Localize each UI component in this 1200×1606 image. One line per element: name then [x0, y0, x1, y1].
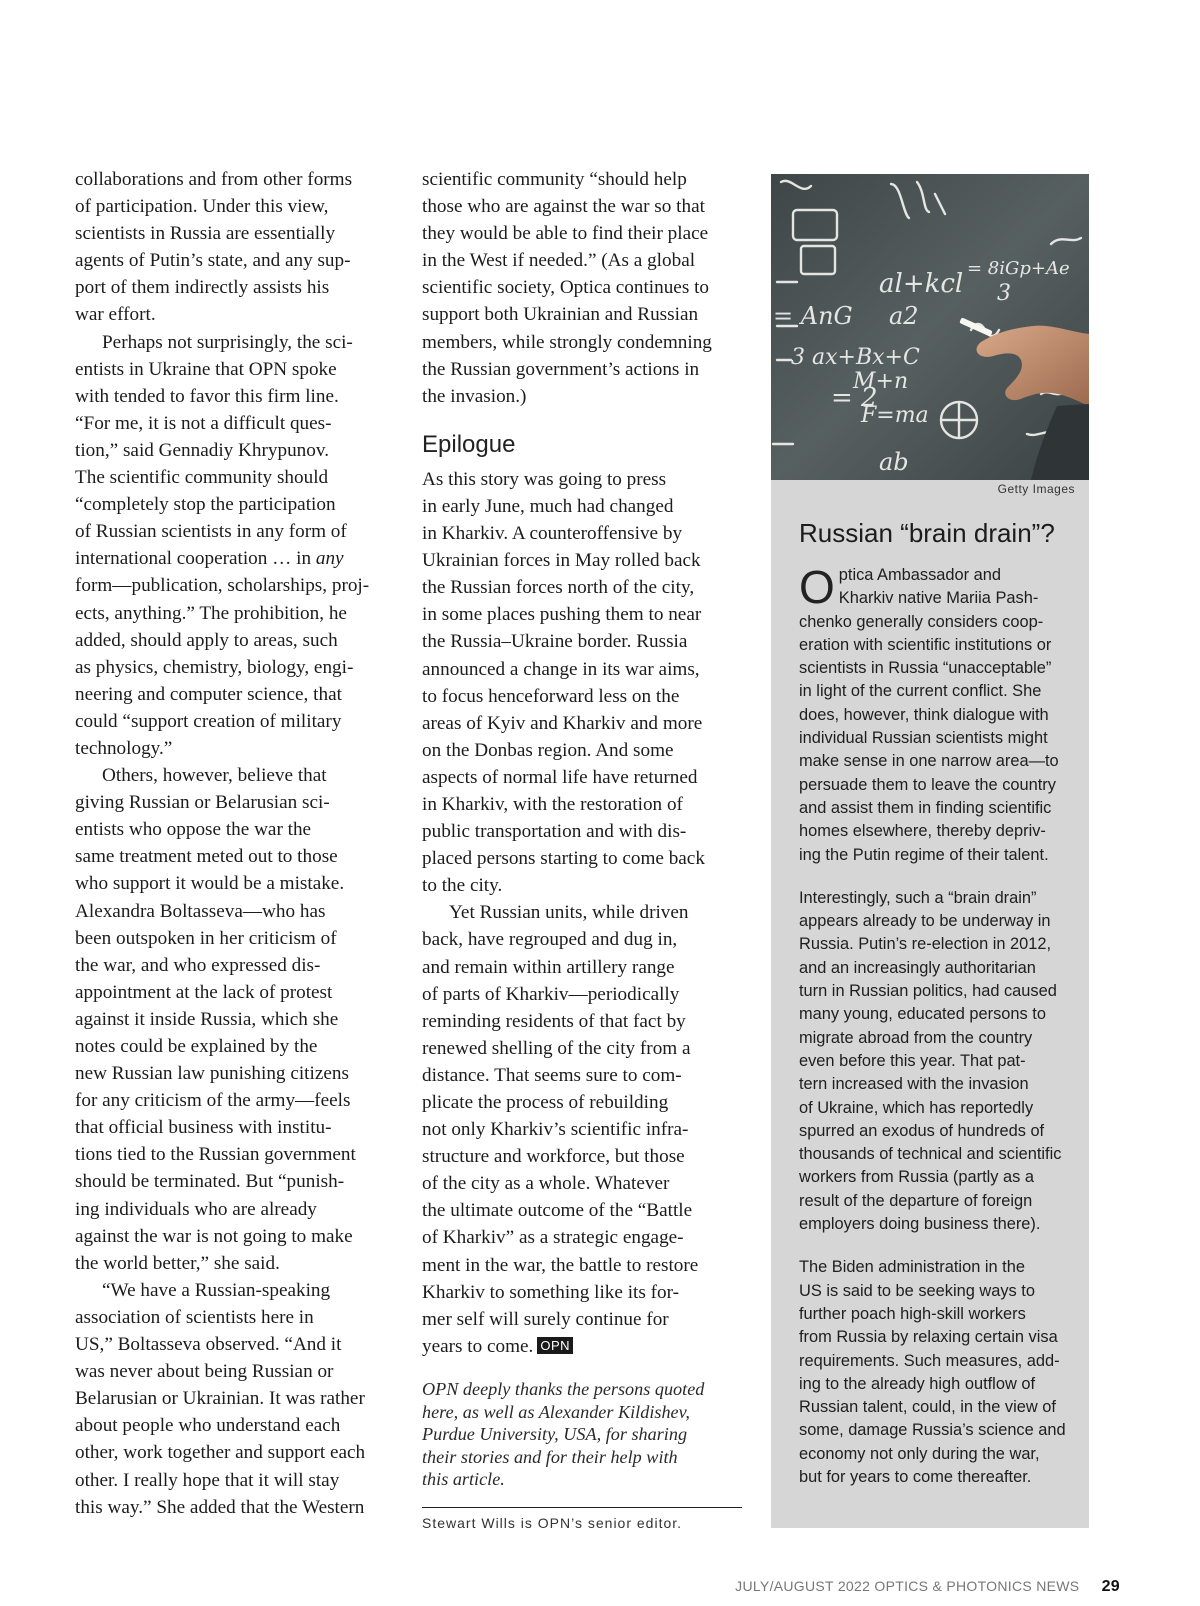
- text-line: Belarusian or Ukrainian. It was rather: [75, 1388, 365, 1410]
- text-line: tions tied to the Russian government: [75, 1144, 356, 1166]
- text-line: result of the departure of foreign: [799, 1191, 1033, 1210]
- text-line: as physics, chemistry, biology, engi-: [75, 656, 354, 678]
- text-line: renewed shelling of the city from a: [422, 1037, 691, 1059]
- text-line: on the Donbas region. And some: [422, 739, 674, 761]
- text-line: areas of Kyiv and Kharkiv and more: [422, 712, 703, 734]
- text-line: Purdue University, USA, for sharing: [422, 1424, 688, 1445]
- text-fragment: years to come.: [422, 1335, 534, 1357]
- text-line: entists who oppose the war the: [75, 819, 312, 841]
- text-line: collaborations and from other forms: [75, 169, 353, 190]
- text-line: been outspoken in her criticism of: [75, 927, 337, 949]
- text-line: Yet Russian units, while driven: [449, 902, 689, 924]
- text-line: agents of Putin’s state, and any sup-: [75, 250, 351, 272]
- formula-10: 3: [997, 281, 1011, 306]
- text-line: against it inside Russia, which she: [75, 1008, 339, 1030]
- text-line: of parts of Kharkiv—periodically: [422, 983, 680, 1005]
- text-line: not only Kharkiv’s scientific infra-: [422, 1119, 689, 1141]
- text-line: Russia. Putin’s re-election in 2012,: [799, 935, 1052, 954]
- col1-paragraph-4: [75, 1277, 393, 1521]
- text-line: technology.”: [75, 737, 173, 759]
- article-column-2: [422, 166, 742, 1534]
- col2-paragraph-2: [422, 466, 742, 900]
- text-line: of participation. Under this view,: [75, 196, 329, 218]
- text-line: does, however, think dialogue with: [799, 705, 1049, 724]
- col2-paragraph-3: [422, 899, 742, 1360]
- issue-date: JULY/AUGUST 2022: [735, 1578, 871, 1594]
- sidebar-body: [799, 561, 1081, 1509]
- formula-3: = AnG: [773, 302, 853, 330]
- text-line: and an increasingly authoritarian: [799, 958, 1036, 977]
- text-line: requirements. Such measures, add-: [799, 1351, 1060, 1370]
- text-line: the invasion.): [422, 385, 527, 407]
- photo-credit: Getty Images: [997, 482, 1075, 496]
- text-line: back, have regrouped and dug in,: [422, 929, 678, 951]
- text-line: placed persons starting to come back: [422, 848, 705, 870]
- text-line: new Russian law punishing citizens: [75, 1063, 349, 1085]
- text-line: tion,” said Gennadiy Khrypunov.: [75, 439, 330, 461]
- text-line: migrate abroad from the country: [799, 1028, 1033, 1047]
- text-line: economy not only during the war,: [799, 1444, 1040, 1463]
- text-line: their stories and for their help with: [422, 1446, 678, 1467]
- text-line: eration with scientific institutions or: [799, 635, 1052, 654]
- text-line: The Biden administration in the: [799, 1258, 1025, 1277]
- text-line: ing to the already high outflow of: [799, 1374, 1035, 1393]
- text-line: the Russian government’s actions in: [422, 358, 700, 380]
- text-line: here, as well as Alexander Kildishev,: [422, 1401, 690, 1422]
- text-line: about people who understand each: [75, 1415, 341, 1437]
- formula-6: = 2: [831, 383, 878, 413]
- text-line: US is said to be seeking ways to: [799, 1281, 1035, 1300]
- text-line: who support it would be a mistake.: [75, 873, 345, 895]
- text-line: Others, however, believe that: [102, 765, 327, 787]
- text-line: in early June, much had changed: [422, 495, 674, 517]
- text-line: other. I really hope that it will stay: [75, 1469, 340, 1491]
- text-line: the Russian forces north of the city,: [422, 577, 695, 599]
- col2-paragraph-1: [422, 166, 742, 410]
- text-line: of Russian scientists in any form of: [75, 521, 347, 543]
- sidebar-paragraph-2: [799, 887, 1081, 1236]
- text-line: reminding residents of that fact by: [422, 1010, 686, 1032]
- opn-end-mark: OPN: [537, 1337, 573, 1354]
- text-line: further poach high-skill workers: [799, 1304, 1026, 1323]
- text-line: of Ukraine, which has reportedly: [799, 1098, 1034, 1117]
- text-line: in light of the current conflict. She: [799, 682, 1042, 701]
- text-line: to the city.: [422, 875, 503, 897]
- text-line: of Kharkiv” as a strategic engage-: [422, 1227, 684, 1249]
- text-line: appears already to be underway in: [799, 912, 1051, 931]
- text-line: ptica Ambassador and: [838, 566, 1001, 584]
- text-line: same treatment meted out to those: [75, 846, 338, 868]
- text-line: for any criticism of the army—feels: [75, 1090, 351, 1112]
- formula-2: a2: [889, 302, 919, 330]
- text-line: Alexandra Boltasseva—who has: [75, 900, 326, 922]
- text-line: spurred an exodus of hundreds of: [799, 1121, 1045, 1140]
- text-line: war effort.: [75, 304, 156, 326]
- text-line: in the West if needed.” (As a global: [422, 250, 696, 272]
- text-line: US,” Boltasseva observed. “And it: [75, 1334, 342, 1356]
- text-line: port of them indirectly assists his: [75, 277, 330, 299]
- text-line: structure and workforce, but those: [422, 1146, 685, 1168]
- text-line: many young, educated persons to: [799, 1005, 1046, 1024]
- text-line: persuade them to leave the country: [799, 775, 1056, 794]
- epilogue-heading: Epilogue: [422, 430, 516, 458]
- text-line: in Kharkiv, with the restoration of: [422, 793, 683, 815]
- acknowledgment: [422, 1378, 742, 1491]
- text-line: should be terminated. But “punish-: [75, 1171, 345, 1193]
- text-fragment: international cooperation … in: [75, 548, 316, 570]
- author-bio: Stewart Wills is OPN’s senior editor.: [422, 1514, 683, 1531]
- text-line: mer self will surely continue for: [422, 1308, 669, 1330]
- text-line: notes could be explained by the: [75, 1036, 318, 1057]
- text-line: Russian talent, could, in the view of: [799, 1398, 1056, 1417]
- text-line: tern increased with the invasion: [799, 1075, 1029, 1094]
- page-number: 29: [1101, 1578, 1120, 1595]
- text-line: appointment at the lack of protest: [75, 981, 333, 1003]
- text-line: that official business with institu-: [75, 1117, 332, 1139]
- formula-9: = 8iGp+Ae: [967, 258, 1070, 279]
- text-line: turn in Russian politics, had caused: [799, 982, 1057, 1001]
- text-line: individual Russian scientists might: [799, 729, 1048, 748]
- formula-7: F=ma: [861, 403, 929, 428]
- text-line: with tended to favor this firm line.: [75, 385, 339, 407]
- text-line: plicate the process of rebuilding: [422, 1092, 669, 1113]
- drop-cap: O: [799, 561, 835, 613]
- text-line: even before this year. That pat-: [799, 1051, 1026, 1070]
- text-line: “We have a Russian-speaking: [102, 1279, 331, 1301]
- text-line: the world better,” she said.: [75, 1252, 280, 1274]
- text-line: and assist them in finding scientific: [799, 798, 1052, 817]
- text-line: [422, 1333, 742, 1360]
- text-line: OPN deeply thanks the persons quoted: [422, 1378, 705, 1399]
- col1-paragraph-2: [75, 329, 393, 763]
- text-line: distance. That seems sure to com-: [422, 1064, 682, 1086]
- text-line: against the war is not going to make: [75, 1225, 353, 1247]
- text-line: Kharkiv native Mariia Pash-: [838, 589, 1039, 608]
- text-line: scientific society, Optica continues to: [422, 277, 710, 299]
- text-line: As this story was going to press: [422, 468, 667, 490]
- text-line: chenko generally considers coop-: [799, 612, 1044, 631]
- text-line: “completely stop the participation: [75, 494, 336, 516]
- text-line: the ultimate outcome of the “Battle: [422, 1200, 693, 1222]
- formula-5: M+n: [853, 369, 909, 394]
- text-line: Perhaps not surprisingly, the sci-: [102, 331, 353, 353]
- text-line: announced a change in its war aims,: [422, 658, 700, 680]
- sidebar-title: Russian “brain drain”?: [799, 518, 1055, 548]
- text-line: homes elsewhere, thereby depriv-: [799, 822, 1046, 841]
- text-line: in some places pushing them to near: [422, 604, 702, 626]
- text-line: scientific community “should help: [422, 169, 687, 190]
- text-line: those who are against the war so that: [422, 196, 705, 218]
- text-line: Ukrainian forces in May rolled back: [422, 550, 701, 572]
- text-line: The scientific community should: [75, 467, 329, 489]
- text-line: ing the Putin regime of their talent.: [799, 845, 1049, 864]
- text-line: scientists in Russia are essentially: [75, 223, 336, 245]
- text-line: they would be able to find their place: [422, 223, 709, 245]
- formula-8: ab: [879, 448, 909, 476]
- emphasis-any: any: [315, 548, 344, 570]
- sidebar-paragraph-1: [799, 561, 1081, 867]
- col1-paragraph-3: [75, 762, 393, 1277]
- text-line: thousands of technical and scientific: [799, 1145, 1062, 1164]
- formula-4: 3 ax+Bx+C: [791, 345, 920, 370]
- text-line: giving Russian or Belarusian sci-: [75, 792, 330, 814]
- text-line: from Russia by relaxing certain visa: [799, 1328, 1058, 1347]
- text-line: ing individuals who are already: [75, 1198, 317, 1220]
- text-line: workers from Russia (partly as a: [799, 1168, 1034, 1187]
- text-line: public transportation and with dis-: [422, 821, 687, 843]
- text-line: and remain within artillery range: [422, 956, 675, 978]
- col1-paragraph-1: [75, 166, 393, 329]
- text-line: was never about being Russian or: [75, 1361, 334, 1383]
- text-line: the Russia–Ukraine border. Russia: [422, 631, 688, 653]
- sidebar-paragraph-3: [799, 1256, 1081, 1489]
- text-line: added, should apply to areas, such: [75, 629, 338, 651]
- text-line: but for years to come thereafter.: [799, 1467, 1032, 1486]
- text-line: association of scientists here in: [75, 1306, 314, 1328]
- chalkboard-illustration: [771, 174, 1089, 480]
- text-line: some, damage Russia’s science and: [799, 1421, 1066, 1440]
- text-line: entists in Ukraine that OPN spoke: [75, 358, 337, 380]
- text-line: the war, and who expressed dis-: [75, 954, 321, 976]
- text-line: Interestingly, such a “brain drain”: [799, 888, 1037, 907]
- text-line: this article.: [422, 1469, 505, 1490]
- text-line: ects, anything.” The prohibition, he: [75, 602, 347, 624]
- text-line: scientists in Russia “unacceptable”: [799, 659, 1052, 678]
- text-line: members, while strongly condemning: [422, 331, 712, 353]
- text-line: other, work together and support each: [75, 1442, 366, 1464]
- text-line: this way.” She added that the Western: [75, 1496, 365, 1518]
- text-line: aspects of normal life have returned: [422, 766, 698, 788]
- divider-rule: [422, 1507, 742, 1508]
- text-line: Kharkiv to something like its for-: [422, 1281, 680, 1303]
- page-footer: [735, 1578, 1120, 1596]
- text-line: make sense in one narrow area—to: [799, 752, 1059, 771]
- text-line: of the city as a whole. Whatever: [422, 1173, 670, 1195]
- text-line: could “support creation of military: [75, 710, 342, 732]
- text-line: support both Ukrainian and Russian: [422, 304, 699, 326]
- text-line: in Kharkiv. A counteroffensive by: [422, 523, 683, 545]
- text-line: “For me, it is not a difficult ques-: [75, 412, 332, 434]
- text-line: ment in the war, the battle to restore: [422, 1254, 699, 1276]
- formula-1: al+kcl: [879, 269, 964, 299]
- text-line: form—publication, scholarships, proj-: [75, 575, 370, 597]
- magazine-name: OPTICS & PHOTONICS NEWS: [874, 1578, 1080, 1594]
- article-column-1: [75, 166, 393, 1521]
- sidebar-box: [771, 174, 1089, 1528]
- text-line: employers doing business there).: [799, 1215, 1041, 1234]
- text-line: [75, 545, 393, 572]
- chalkboard-photo: [771, 174, 1089, 480]
- text-line: neering and computer science, that: [75, 683, 342, 705]
- text-line: to focus henceforward less on the: [422, 685, 680, 707]
